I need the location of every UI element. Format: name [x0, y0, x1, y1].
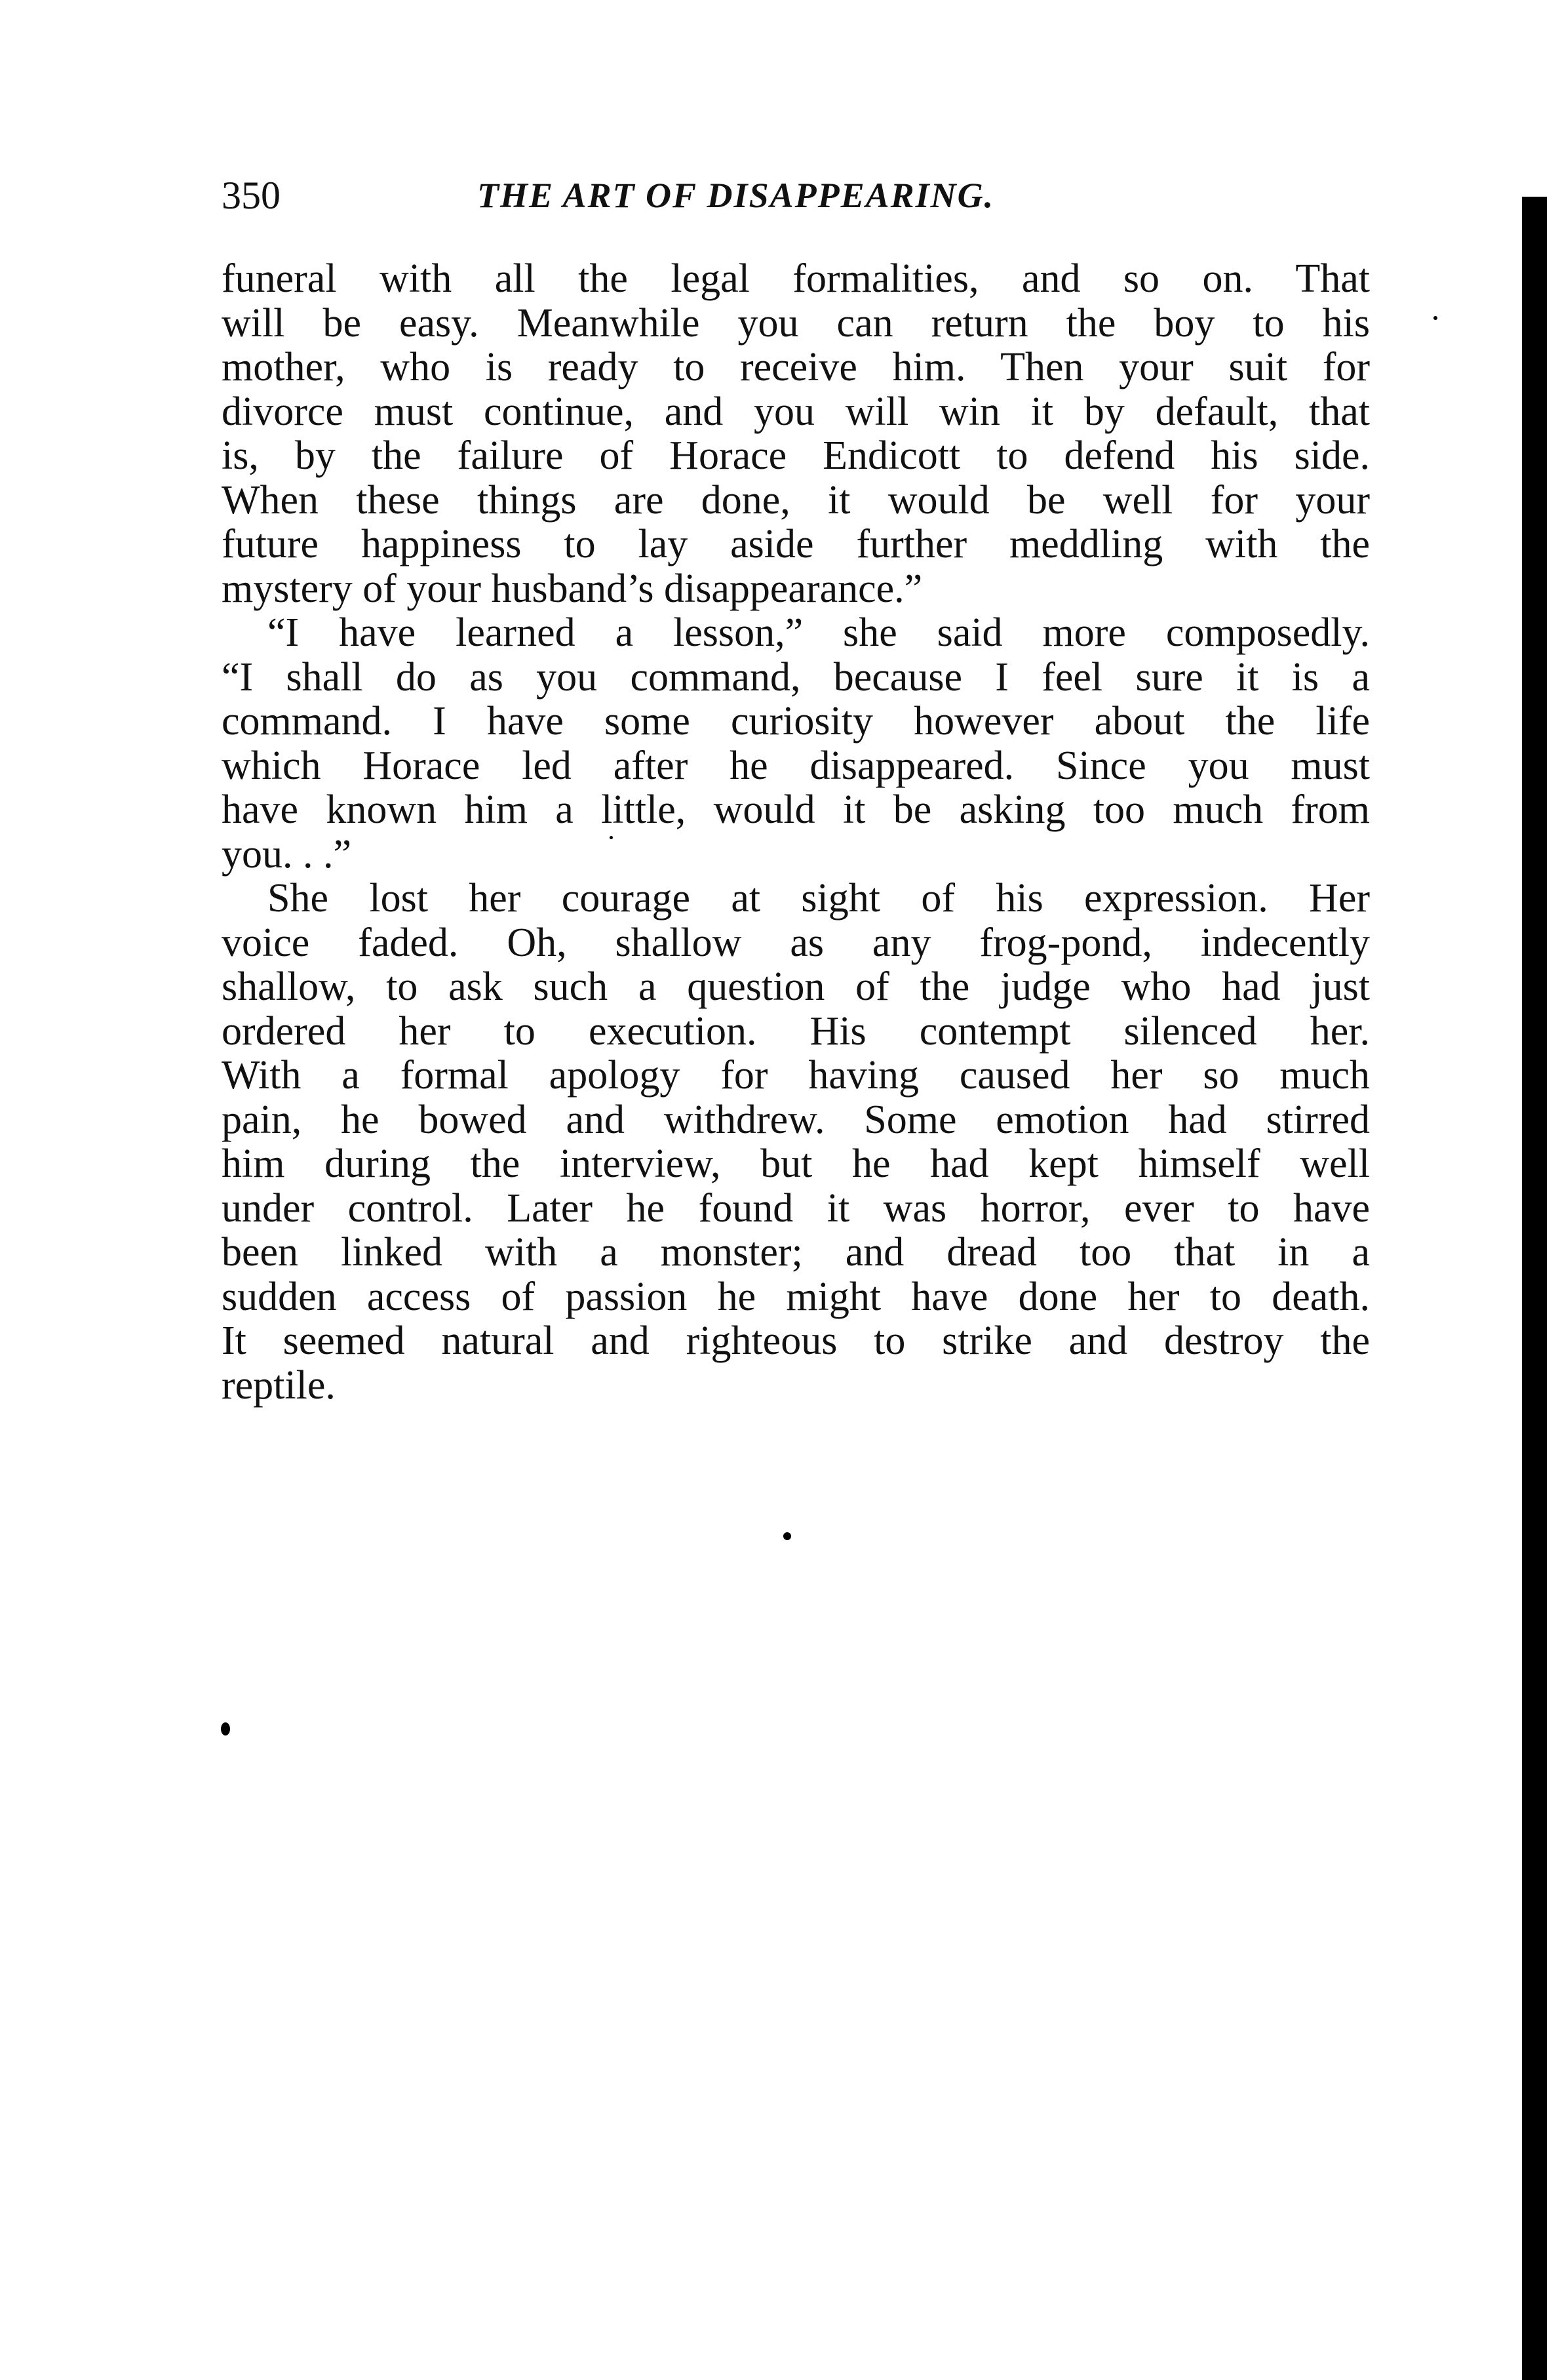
- text-line: will be easy. Meanwhile you can return the boy to his: [222, 300, 1370, 346]
- text-line: mother, who is ready to receive him. Then your suit for: [222, 345, 1370, 389]
- ink-speck: [610, 836, 613, 839]
- text-line: command. I have some curiosity however about the life: [222, 699, 1370, 744]
- text-line: under control. Later he found it was horror, ever to have: [222, 1185, 1370, 1231]
- text-line: been linked with a monster; and dread too that in a: [222, 1230, 1370, 1275]
- text-line: voice faded. Oh, shallow as any frog-pond, indecently: [222, 920, 1370, 965]
- text-line: which Horace led after he disappeared. Since you must: [222, 743, 1370, 788]
- text-line: you. . .”: [222, 831, 352, 877]
- page-number: 350: [222, 174, 281, 217]
- body-text: [222, 257, 1370, 1408]
- ink-speck: [783, 1532, 791, 1540]
- ink-speck: [1433, 316, 1437, 320]
- text-line: funeral with all the legal formalities, and so on. That: [222, 256, 1370, 301]
- text-line: is, by the failure of Horace Endicott to defend his side.: [222, 433, 1370, 478]
- running-head: [222, 169, 1370, 222]
- text-line: sudden access of passion he might have done her to death.: [222, 1274, 1370, 1319]
- ink-speck: [221, 1722, 230, 1735]
- text-line: “I shall do as you command, because I feel sure it is a: [222, 654, 1370, 700]
- text-line: shallow, to ask such a question of the judge who had just: [222, 964, 1370, 1009]
- text-line: pain, he bowed and withdrew. Some emotion had stirred: [222, 1097, 1370, 1142]
- text-line: “I have learned a lesson,” she said more composedly.: [267, 610, 1370, 655]
- text-line: With a formal apology for having caused her so much: [222, 1053, 1370, 1098]
- text-line: ordered her to execution. His contempt silenced her.: [222, 1008, 1370, 1054]
- running-title: THE ART OF DISAPPEARING.: [477, 176, 995, 215]
- text-line: mystery of your husband’s disappearance.”: [222, 566, 923, 611]
- scan-spine-shadow: [1522, 197, 1547, 2380]
- text-line: future happiness to lay aside further meddling with the: [222, 522, 1370, 566]
- text-line: She lost her courage at sight of his expression. Her: [267, 876, 1370, 921]
- text-line: have known him a little, would it be asking too much from: [222, 787, 1370, 832]
- text-line: It seemed natural and righteous to strike and destroy the: [222, 1319, 1370, 1363]
- text-line: When these things are done, it would be well for your: [222, 477, 1370, 523]
- text-line: divorce must continue, and you will win it by default, that: [222, 389, 1370, 434]
- text-line: him during the interview, but he had kept himself well: [222, 1141, 1370, 1186]
- text-line: reptile.: [222, 1362, 336, 1408]
